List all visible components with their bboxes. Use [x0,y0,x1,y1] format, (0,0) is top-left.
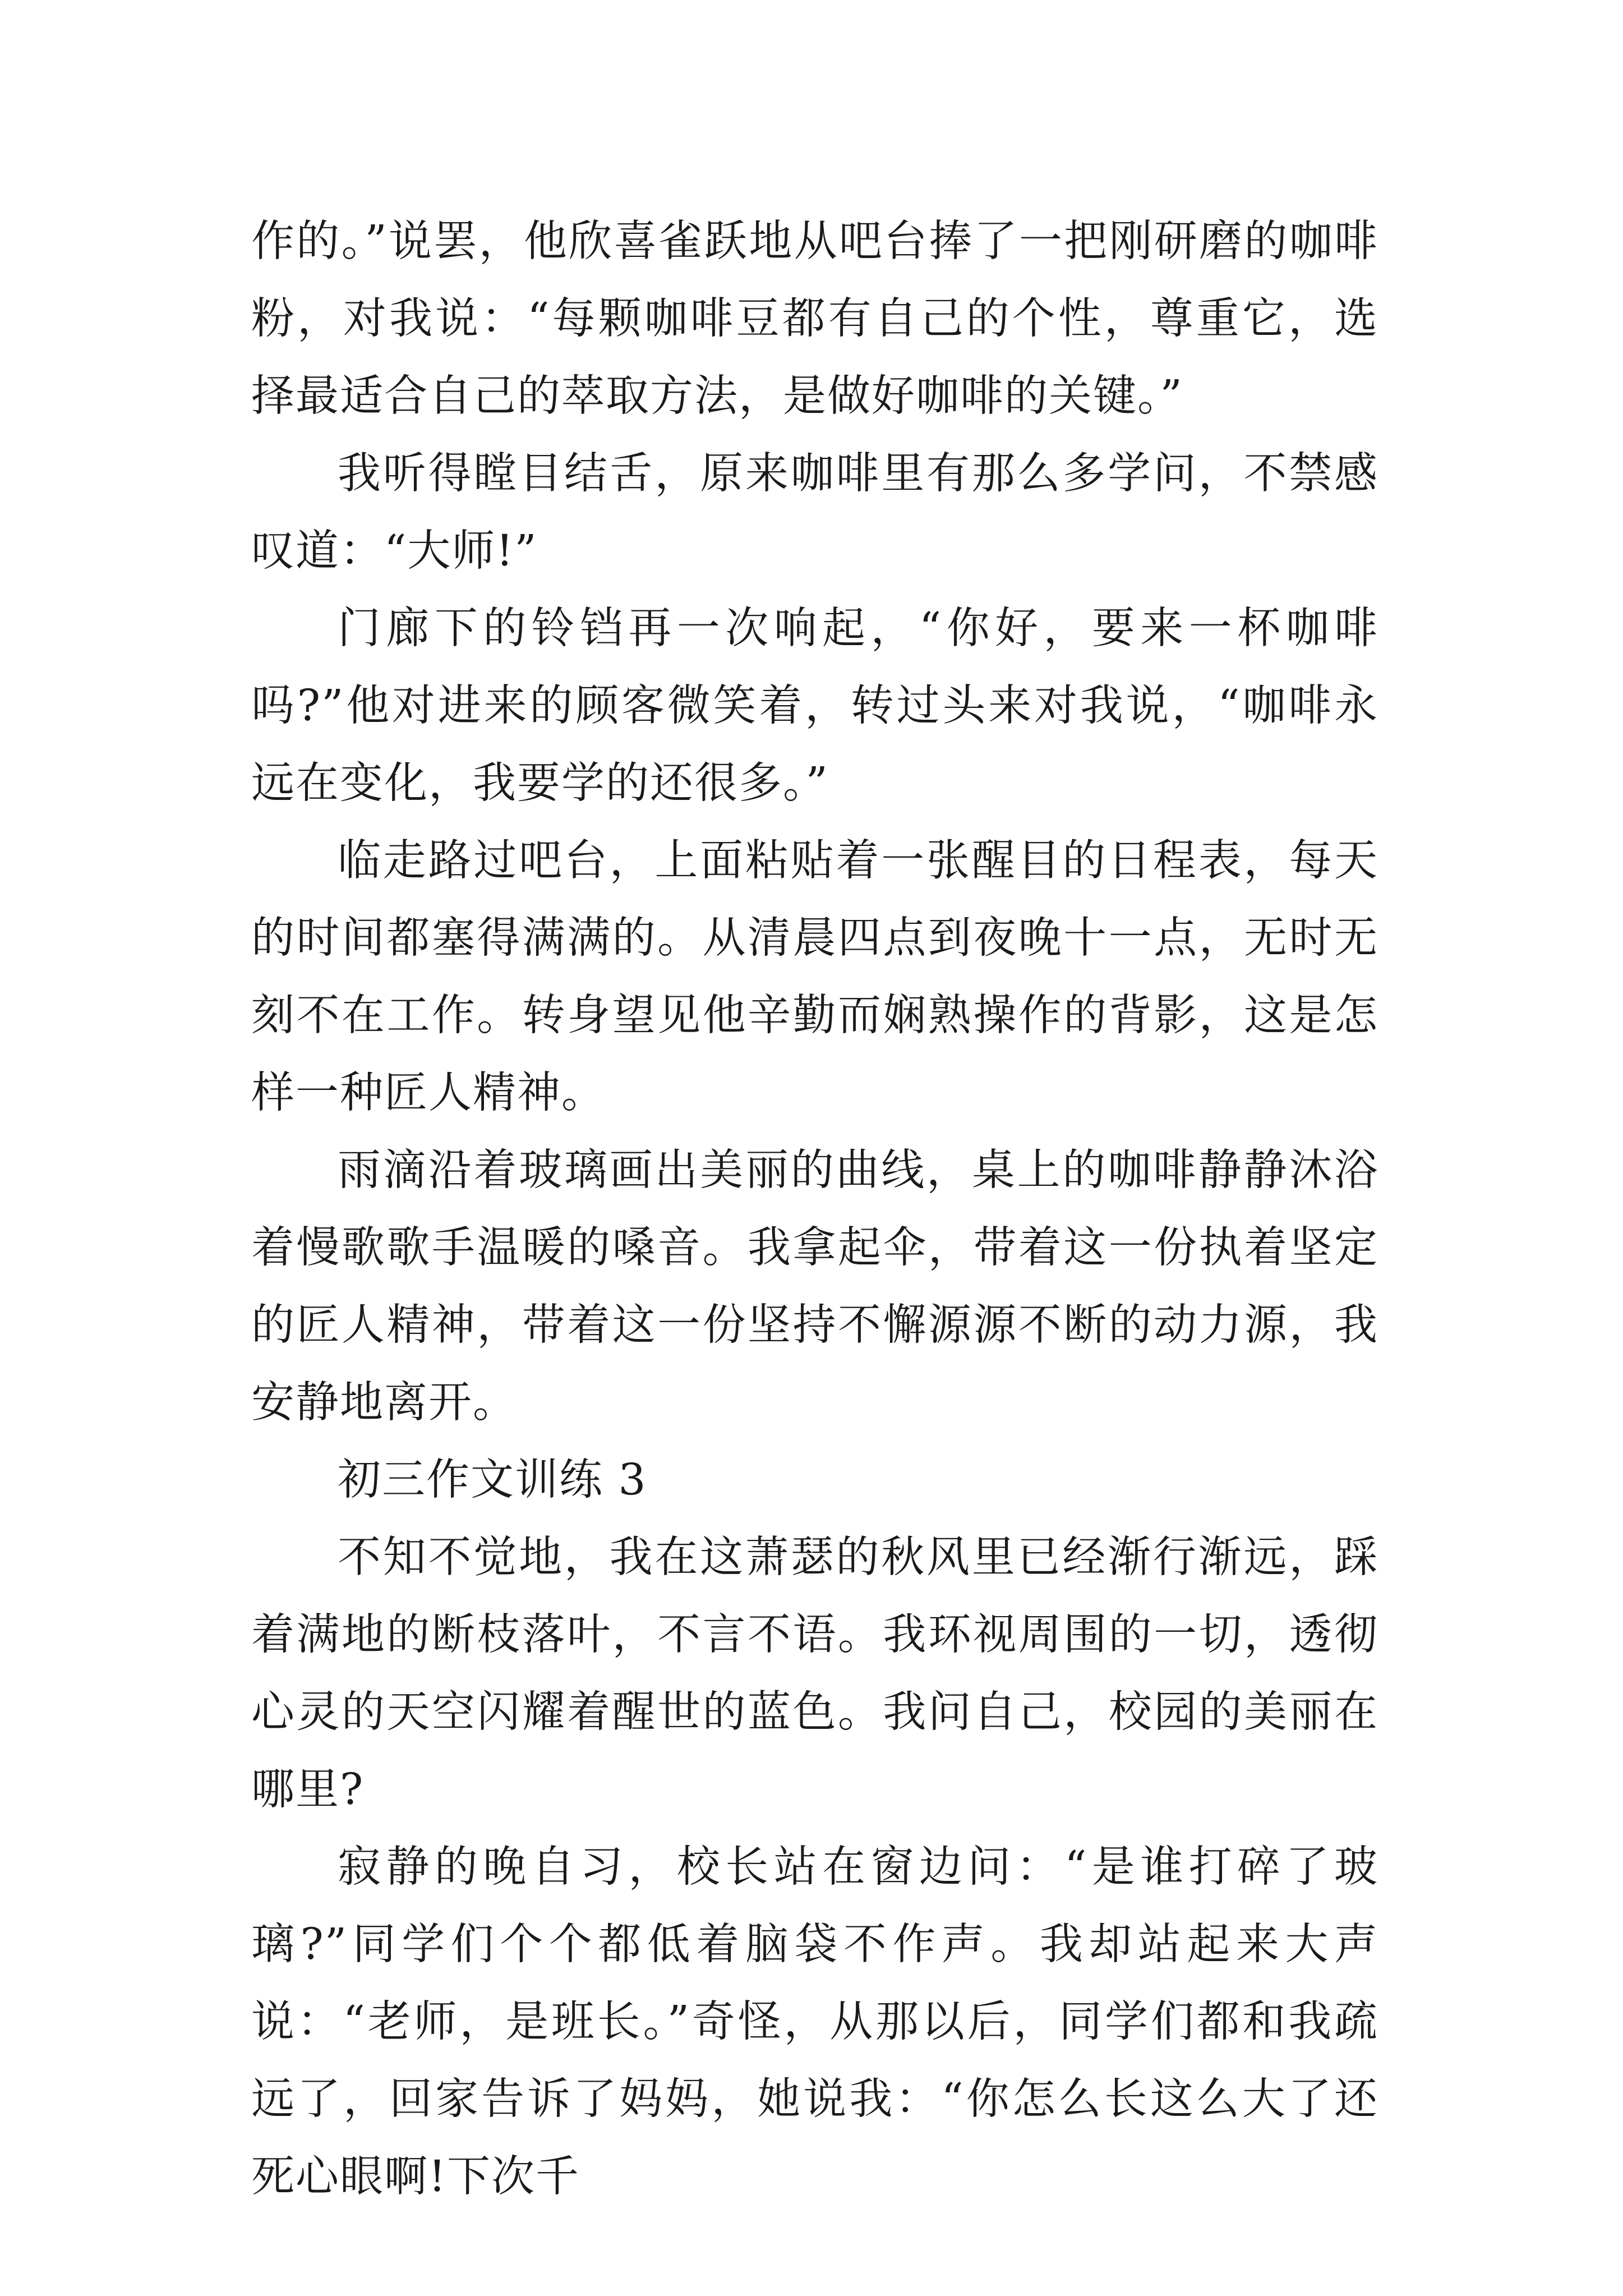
section-title: 初三作文训练 3 [338,1455,647,1505]
paragraph-3: 门廊下的铃铛再一次响起，“你好，要来一杯咖啡吗?”他对进来的顾客微笑着，转过头来对我说，“咖啡永远在变化，我要学的还很多。” [251,604,1378,808]
paragraph-2: 我听得瞠目结舌，原来咖啡里有那么多学问，不禁感叹道：“大师!” [251,449,1378,576]
paragraph-7: 寂静的晚自习，校长站在窗边问：“是谁打碎了玻璃?”同学们个个都低着脑袋不作声。我却站起来大声说：“老师，是班长。”奇怪，从那以后，同学们都和我疏远了，回家告诉了妈妈，她说我：“你怎么长这么大了还死心眼啊!下次千 [251,1842,1378,2202]
paragraph-5: 雨滴沿着玻璃画出美丽的曲线，桌上的咖啡静静沐浴着慢歌歌手温暖的嗓音。我拿起伞，带着这一份执着坚定的匠人精神，带着这一份坚持不懈源源不断的动力源，我安静地离开。 [251,1145,1378,1428]
paragraph-1: 作的。”说罢，他欣喜雀跃地从吧台捧了一把刚研磨的咖啡粉，对我说：“每颗咖啡豆都有自己的个性，尊重它，选择最适合自己的萃取方法，是做好咖啡的关键。” [251,217,1378,421]
paragraph-4: 临走路过吧台，上面粘贴着一张醒目的日程表，每天的时间都塞得满满的。从清晨四点到夜晚十一点，无时无刻不在工作。转身望见他辛勤而娴熟操作的背影，这是怎样一种匠人精神。 [251,836,1378,1118]
paragraph-6: 不知不觉地，我在这萧瑟的秋风里已经渐行渐远，踩着满地的断枝落叶，不言不语。我环视周围的一切，透彻心灵的天空闪耀着醒世的蓝色。我问自己，校园的美丽在哪里? [251,1533,1378,1815]
body-text [251,203,1378,2216]
